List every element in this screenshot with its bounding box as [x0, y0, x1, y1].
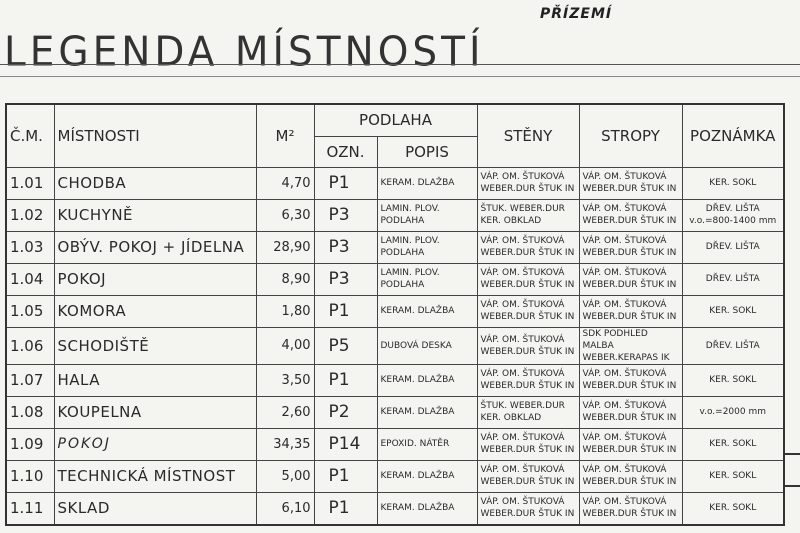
room-name: POKOJ [54, 428, 256, 460]
room-name: KUCHYNĚ [54, 199, 256, 231]
row-marker-tick [783, 453, 800, 455]
row-number: 1.01 [6, 167, 54, 199]
walls-finish: ŠTUK. WEBER.DUR KER. OBKLAD [477, 199, 579, 231]
ceiling-finish: VÁP. OM. ŠTUKOVÁ WEBER.DUR ŠTUK IN [579, 396, 682, 428]
table-row [6, 199, 784, 231]
floor-description: KERAM. DLAŽBA [377, 364, 477, 396]
room-area: 3,50 [256, 364, 314, 396]
walls-finish: ŠTUK. WEBER.DUR KER. OBKLAD [477, 396, 579, 428]
room-name: HALA [54, 364, 256, 396]
room-area: 8,90 [256, 263, 314, 295]
header-cislo: Č.M. [6, 104, 54, 167]
room-note: KER. SOKL [682, 460, 784, 492]
floor-code: P3 [314, 263, 377, 295]
walls-finish: VÁP. OM. ŠTUKOVÁ WEBER.DUR ŠTUK IN [477, 263, 579, 295]
ceiling-finish: VÁP. OM. ŠTUKOVÁ WEBER.DUR ŠTUK IN [579, 231, 682, 263]
room-note: DŘEV. LIŠTA [682, 231, 784, 263]
ceiling-finish: VÁP. OM. ŠTUKOVÁ WEBER.DUR ŠTUK IN [579, 364, 682, 396]
title-guide-line [0, 76, 800, 77]
floor-code: P1 [314, 167, 377, 199]
room-name: TECHNICKÁ MÍSTNOST [54, 460, 256, 492]
walls-finish: VÁP. OM. ŠTUKOVÁ WEBER.DUR ŠTUK IN [477, 295, 579, 327]
room-note: v.o.=2000 mm [682, 396, 784, 428]
floor-description: KERAM. DLAŽBA [377, 295, 477, 327]
room-area: 2,60 [256, 396, 314, 428]
floor-description: KERAM. DLAŽBA [377, 396, 477, 428]
table-row [6, 364, 784, 396]
row-number: 1.09 [6, 428, 54, 460]
walls-finish: VÁP. OM. ŠTUKOVÁ WEBER.DUR ŠTUK IN [477, 231, 579, 263]
floor-description: LAMIN. PLOV. PODLAHA [377, 263, 477, 295]
table-row [6, 428, 784, 460]
table-row [6, 396, 784, 428]
room-area: 4,00 [256, 327, 314, 364]
room-name: CHODBA [54, 167, 256, 199]
room-area: 28,90 [256, 231, 314, 263]
floor-handnote: PŘÍZEMÍ [540, 6, 613, 22]
room-note: KER. SOKL [682, 167, 784, 199]
table-row [6, 460, 784, 492]
room-name: OBÝV. POKOJ + JÍDELNA [54, 231, 256, 263]
row-number: 1.10 [6, 460, 54, 492]
floor-description: DUBOVÁ DESKA [377, 327, 477, 364]
floor-description: KERAM. DLAŽBA [377, 167, 477, 199]
walls-finish: VÁP. OM. ŠTUKOVÁ WEBER.DUR ŠTUK IN [477, 460, 579, 492]
floor-code: P1 [314, 295, 377, 327]
header-mistnosti: MÍSTNOSTI [54, 104, 256, 167]
floor-code: P1 [314, 364, 377, 396]
ceiling-finish: VÁP. OM. ŠTUKOVÁ WEBER.DUR ŠTUK IN [579, 167, 682, 199]
floor-description: KERAM. DLAŽBA [377, 460, 477, 492]
table-row [6, 295, 784, 327]
ceiling-finish: VÁP. OM. ŠTUKOVÁ WEBER.DUR ŠTUK IN [579, 460, 682, 492]
table-row [6, 492, 784, 525]
table-row [6, 327, 784, 364]
room-note: KER. SOKL [682, 364, 784, 396]
room-note: DŘEV. LIŠTA [682, 263, 784, 295]
room-area: 1,80 [256, 295, 314, 327]
walls-finish: VÁP. OM. ŠTUKOVÁ WEBER.DUR ŠTUK IN [477, 167, 579, 199]
floor-code: P1 [314, 492, 377, 525]
floor-description: EPOXID. NÁTĚR [377, 428, 477, 460]
ceiling-finish: VÁP. OM. ŠTUKOVÁ WEBER.DUR ŠTUK IN [579, 199, 682, 231]
row-number: 1.05 [6, 295, 54, 327]
floor-description: KERAM. DLAŽBA [377, 492, 477, 525]
room-area: 34,35 [256, 428, 314, 460]
page-title: LEGENDA MÍSTNOSTÍ [4, 28, 485, 77]
room-area: 5,00 [256, 460, 314, 492]
header-poznamka: POZNÁMKA [682, 104, 784, 167]
title-underline [0, 64, 800, 65]
header-podlaha: PODLAHA [314, 104, 477, 136]
ceiling-finish: SDK PODHLED MALBA WEBER.KERAPAS IK [579, 327, 682, 364]
row-number: 1.07 [6, 364, 54, 396]
floor-code: P2 [314, 396, 377, 428]
room-note: DŘEV. LIŠTA [682, 327, 784, 364]
row-number: 1.08 [6, 396, 54, 428]
walls-finish: VÁP. OM. ŠTUKOVÁ WEBER.DUR ŠTUK IN [477, 492, 579, 525]
walls-finish: VÁP. OM. ŠTUKOVÁ WEBER.DUR ŠTUK IN [477, 364, 579, 396]
room-note: KER. SOKL [682, 492, 784, 525]
room-area: 4,70 [256, 167, 314, 199]
table-row [6, 167, 784, 199]
floor-description: LAMIN. PLOV. PODLAHA [377, 231, 477, 263]
room-area: 6,30 [256, 199, 314, 231]
ceiling-finish: VÁP. OM. ŠTUKOVÁ WEBER.DUR ŠTUK IN [579, 263, 682, 295]
row-number: 1.11 [6, 492, 54, 525]
ceiling-finish: VÁP. OM. ŠTUKOVÁ WEBER.DUR ŠTUK IN [579, 295, 682, 327]
floor-code: P3 [314, 231, 377, 263]
row-marker-tick [783, 485, 800, 487]
table-row [6, 231, 784, 263]
room-note: KER. SOKL [682, 428, 784, 460]
row-number: 1.02 [6, 199, 54, 231]
header-steny: STĚNY [477, 104, 579, 167]
header-plocha: M² [256, 104, 314, 167]
room-note: DŘEV. LIŠTA v.o.=800-1400 mm [682, 199, 784, 231]
row-number: 1.06 [6, 327, 54, 364]
header-ozn: OZN. [314, 136, 377, 167]
walls-finish: VÁP. OM. ŠTUKOVÁ WEBER.DUR ŠTUK IN [477, 327, 579, 364]
walls-finish: VÁP. OM. ŠTUKOVÁ WEBER.DUR ŠTUK IN [477, 428, 579, 460]
ceiling-finish: VÁP. OM. ŠTUKOVÁ WEBER.DUR ŠTUK IN [579, 492, 682, 525]
room-note: KER. SOKL [682, 295, 784, 327]
floor-code: P1 [314, 460, 377, 492]
room-name: SKLAD [54, 492, 256, 525]
header-row-top [6, 104, 784, 136]
table-row [6, 263, 784, 295]
floor-description: LAMIN. PLOV. PODLAHA [377, 199, 477, 231]
room-legend-table [5, 103, 785, 526]
floor-code: P14 [314, 428, 377, 460]
room-area: 6,10 [256, 492, 314, 525]
floor-code: P3 [314, 199, 377, 231]
header-stropy: STROPY [579, 104, 682, 167]
ceiling-finish: VÁP. OM. ŠTUKOVÁ WEBER.DUR ŠTUK IN [579, 428, 682, 460]
room-name: SCHODIŠTĚ [54, 327, 256, 364]
row-number: 1.04 [6, 263, 54, 295]
room-name: POKOJ [54, 263, 256, 295]
header-popis: POPIS [377, 136, 477, 167]
floor-code: P5 [314, 327, 377, 364]
row-number: 1.03 [6, 231, 54, 263]
room-name: KOMORA [54, 295, 256, 327]
room-name: KOUPELNA [54, 396, 256, 428]
